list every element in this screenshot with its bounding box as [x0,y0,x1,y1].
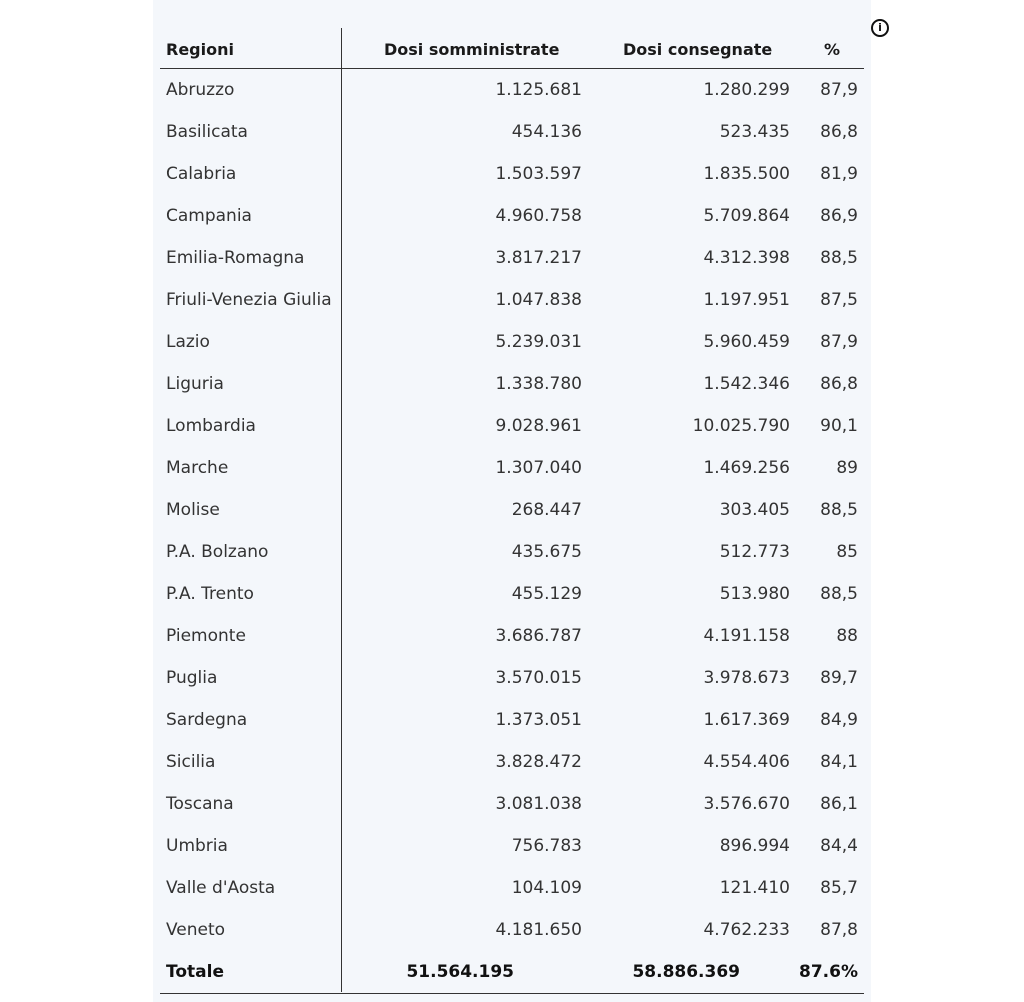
consegnate-cell: 121.410 [719,878,790,898]
somministrate-cell: 1.307.040 [495,458,582,478]
region-cell: Piemonte [166,626,246,646]
somministrate-cell: 3.817.217 [495,248,582,268]
table-row [160,237,864,279]
somministrate-cell: 4.960.758 [495,206,582,226]
percent-cell: 88,5 [820,248,858,268]
total-label: Totale [166,962,224,982]
region-cell: Basilicata [166,122,248,142]
consegnate-cell: 303.405 [719,500,790,520]
somministrate-cell: 455.129 [511,584,582,604]
total-percent: 87.6% [799,962,858,982]
table-body [160,69,864,951]
region-cell: Abruzzo [166,80,235,100]
consegnate-cell: 5.960.459 [703,332,790,352]
consegnate-cell: 5.709.864 [703,206,790,226]
percent-cell: 85 [836,542,858,562]
somministrate-cell: 1.047.838 [495,290,582,310]
info-icon[interactable]: i [871,19,889,37]
percent-cell: 89,7 [820,668,858,688]
percent-cell: 81,9 [820,164,858,184]
percent-cell: 90,1 [820,416,858,436]
table-row [160,405,864,447]
region-cell: Campania [166,206,252,226]
percent-cell: 86,9 [820,206,858,226]
consegnate-cell: 512.773 [719,542,790,562]
table-row [160,69,864,111]
region-cell: Veneto [166,920,226,940]
consegnate-cell: 10.025.790 [692,416,790,436]
percent-cell: 89 [836,458,858,478]
region-cell: P.A. Trento [166,584,254,604]
region-cell: Calabria [166,164,237,184]
consegnate-cell: 4.191.158 [703,626,790,646]
percent-cell: 85,7 [820,878,858,898]
table-row [160,279,864,321]
table-row [160,657,864,699]
somministrate-cell: 756.783 [511,836,582,856]
total-consegnate: 58.886.369 [632,962,740,982]
percent-cell: 87,8 [820,920,858,940]
percent-cell: 88,5 [820,500,858,520]
region-cell: Sardegna [166,710,248,730]
region-cell: P.A. Bolzano [166,542,269,562]
somministrate-cell: 5.239.031 [495,332,582,352]
region-cell: Lombardia [166,416,256,436]
header-somministrate[interactable] [342,20,582,68]
somministrate-cell: 3.081.038 [495,794,582,814]
percent-cell: 88,5 [820,584,858,604]
table-row [160,321,864,363]
region-cell: Emilia-Romagna [166,248,305,268]
somministrate-cell: 4.181.650 [495,920,582,940]
somministrate-cell: 104.109 [511,878,582,898]
table-row [160,489,864,531]
table-row [160,741,864,783]
header-regioni-label: Regioni [166,40,234,59]
table-row [160,573,864,615]
consegnate-cell: 3.978.673 [703,668,790,688]
consegnate-cell: 513.980 [719,584,790,604]
region-cell: Marche [166,458,229,478]
table-total-row [160,951,864,994]
table-header [160,20,864,69]
column-divider [341,28,342,992]
consegnate-cell: 523.435 [719,122,790,142]
consegnate-cell: 896.994 [719,836,790,856]
table-row [160,531,864,573]
somministrate-cell: 1.125.681 [495,80,582,100]
region-cell: Molise [166,500,220,520]
consegnate-cell: 1.197.951 [703,290,790,310]
percent-cell: 84,4 [820,836,858,856]
region-cell: Umbria [166,836,228,856]
consegnate-cell: 4.762.233 [703,920,790,940]
consegnate-cell: 4.554.406 [703,752,790,772]
somministrate-cell: 3.570.015 [495,668,582,688]
region-cell: Valle d'Aosta [166,878,276,898]
somministrate-cell: 1.338.780 [495,374,582,394]
percent-cell: 84,1 [820,752,858,772]
region-cell: Liguria [166,374,224,394]
table-row [160,195,864,237]
total-somministrate: 51.564.195 [406,962,514,982]
table-row [160,615,864,657]
consegnate-cell: 1.280.299 [703,80,790,100]
consegnate-cell: 4.312.398 [703,248,790,268]
table-row [160,699,864,741]
somministrate-cell: 435.675 [511,542,582,562]
somministrate-cell: 3.686.787 [495,626,582,646]
table-row [160,909,864,951]
percent-cell: 86,8 [820,122,858,142]
header-percent-label: % [824,40,841,59]
region-cell: Lazio [166,332,210,352]
percent-cell: 87,9 [820,332,858,352]
consegnate-cell: 1.617.369 [703,710,790,730]
percent-cell: 87,5 [820,290,858,310]
percent-cell: 87,9 [820,80,858,100]
region-cell: Puglia [166,668,218,688]
table-row [160,363,864,405]
vaccine-doses-table [160,20,864,994]
table-row [160,825,864,867]
somministrate-cell: 9.028.961 [495,416,582,436]
header-somministrate-label: Dosi somministrate [384,40,560,59]
table-row [160,867,864,909]
region-cell: Friuli-Venezia Giulia [166,290,332,310]
consegnate-cell: 1.835.500 [703,164,790,184]
somministrate-cell: 268.447 [511,500,582,520]
region-cell: Toscana [166,794,234,814]
percent-cell: 84,9 [820,710,858,730]
somministrate-cell: 3.828.472 [495,752,582,772]
table-row [160,447,864,489]
somministrate-cell: 1.503.597 [495,164,582,184]
consegnate-cell: 1.542.346 [703,374,790,394]
percent-cell: 86,8 [820,374,858,394]
consegnate-cell: 3.576.670 [703,794,790,814]
consegnate-cell: 1.469.256 [703,458,790,478]
somministrate-cell: 1.373.051 [495,710,582,730]
somministrate-cell: 454.136 [511,122,582,142]
header-consegnate-label: Dosi consegnate [623,40,773,59]
region-cell: Sicilia [166,752,216,772]
percent-cell: 88 [836,626,858,646]
table-row [160,111,864,153]
table-row [160,153,864,195]
header-regioni[interactable] [160,20,341,68]
percent-cell: 86,1 [820,794,858,814]
table-row [160,783,864,825]
header-percent[interactable] [789,20,864,68]
header-consegnate[interactable] [583,20,788,68]
